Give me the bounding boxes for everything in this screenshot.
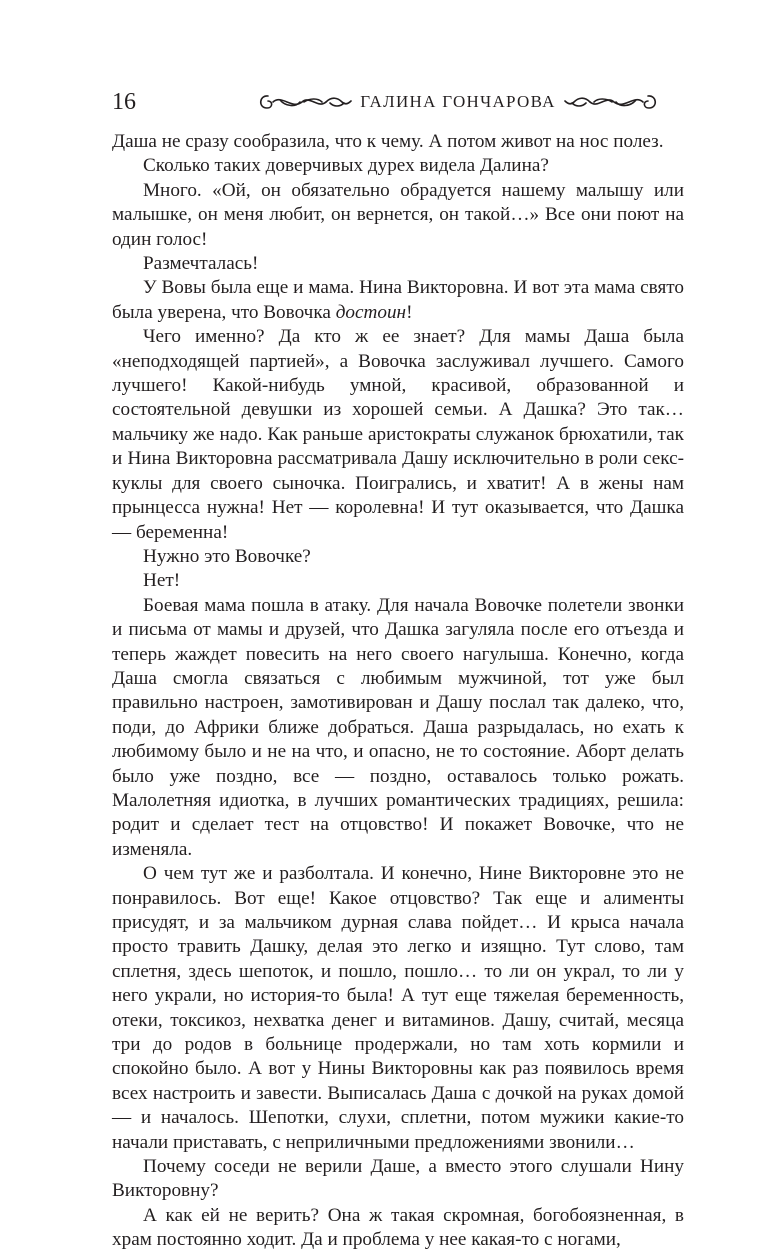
emphasized-word: достоин (335, 301, 407, 323)
paragraph: Почему соседи не верили Даше, а вместо этого слушали Нину Викторовну? (112, 1156, 684, 1202)
paragraph: Чего именно? Да кто ж ее знает? Для мамы Даша была «неподходящей партией», а Вовочка заслуживал лучшего. Самого лучшего! Какой-нибудь умной, красивой, образованной и состоятельной девушки из хорошей семьи. А Дашка? Это так… мальчику же надо. Как раньше аристократы служанок брюхатили, так и Нина Викторовна рассматривала Дашу исключительно в роли секс-куклы для своего сыночка. Поигрались, и хватит! А в жены нам прынцесса нужна! Нет — королевна! И тут оказывается, что Дашка — беременна! (112, 326, 684, 543)
author-name: ГАЛИНА ГОНЧАРОВА (360, 92, 556, 111)
page-number: 16 (112, 89, 136, 115)
running-head (232, 88, 684, 116)
paragraph (112, 276, 684, 325)
paragraph: О чем тут же и разболтала. И конечно, Нине Викторовне это не понравилось. Вот еще! Какое отцовство? Так еще и алименты присудят, и за мальчиком дурная слава пойдет… И крыса начала просто травить Дашку, делая это легко и изящно. Тут слово, там сплетня, здесь шепоток, и пошло, пошло… то ли он украл, то ли у него украли, но история-то была! А тут еще тяжелая беременность, отеки, токсикоз, нехватка денег и витаминов. Дашу, считай, месяца три до родов в больнице продержали, но там хоть кормили и спокойно было. А вот у Нины Викторовны как раз появилось время всех настроить и завести. Выписалась Даша с дочкой на руках домой — и началось. Шепотки, слухи, сплетни, потом мужики какие-то начали приставать, с неприличными предложениями звонили… (112, 863, 684, 1153)
paragraph-text: ! (406, 301, 413, 323)
paragraph: Даша не сразу сообразила, что к чему. А потом живот на нос полез. (112, 131, 664, 152)
body-text (112, 130, 684, 1253)
right-flourish-icon (564, 90, 660, 114)
paragraph: Боевая мама пошла в атаку. Для начала Вовочке полетели звонки и письма от мамы и друзей, что Дашка загуляла после его отъезда и теперь жаждет повесить на него своего нагулыша. Конечно, когда Даша смогла связаться с любимым мужчиной, тот уже был правильно настроен, замотивирован и Дашу послал так далеко, что, поди, до Африки ближе добраться. Даша разрыдалась, но ехать к любимому было и не на что, и опасно, не то состояние. Аборт делать было уже поздно, все — поздно, оставалось только рожать. Малолетняя идиотка, в лучших романтических традициях, решила: родит и сделает тест на отцовство! И покажет Вовочке, что не изменяла. (112, 594, 684, 860)
paragraph: Размечталась! (143, 253, 259, 275)
paragraph: Нет! (143, 570, 181, 592)
paragraph: Сколько таких доверчивых дурех видела Далина? (143, 155, 549, 177)
paragraph: Нужно это Вовочке? (143, 545, 311, 567)
paragraph: Много. «Ой, он обязательно обрадуется нашему малышу или малышке, он меня любит, он вернется, он такой…» Все они поют на один голос! (112, 179, 684, 250)
paragraph: А как ей не верить? Она ж такая скромная, богобоязненная, в храм постоянно ходит. Да и проблема у нее какая-то с ногами, (112, 1204, 684, 1251)
paragraph-text: У Вовы была еще и мама. Нина Викторовна. И вот эта мама свято была уверена, что Вовочка (112, 277, 684, 323)
left-flourish-icon (256, 90, 352, 114)
page-header (112, 88, 684, 118)
